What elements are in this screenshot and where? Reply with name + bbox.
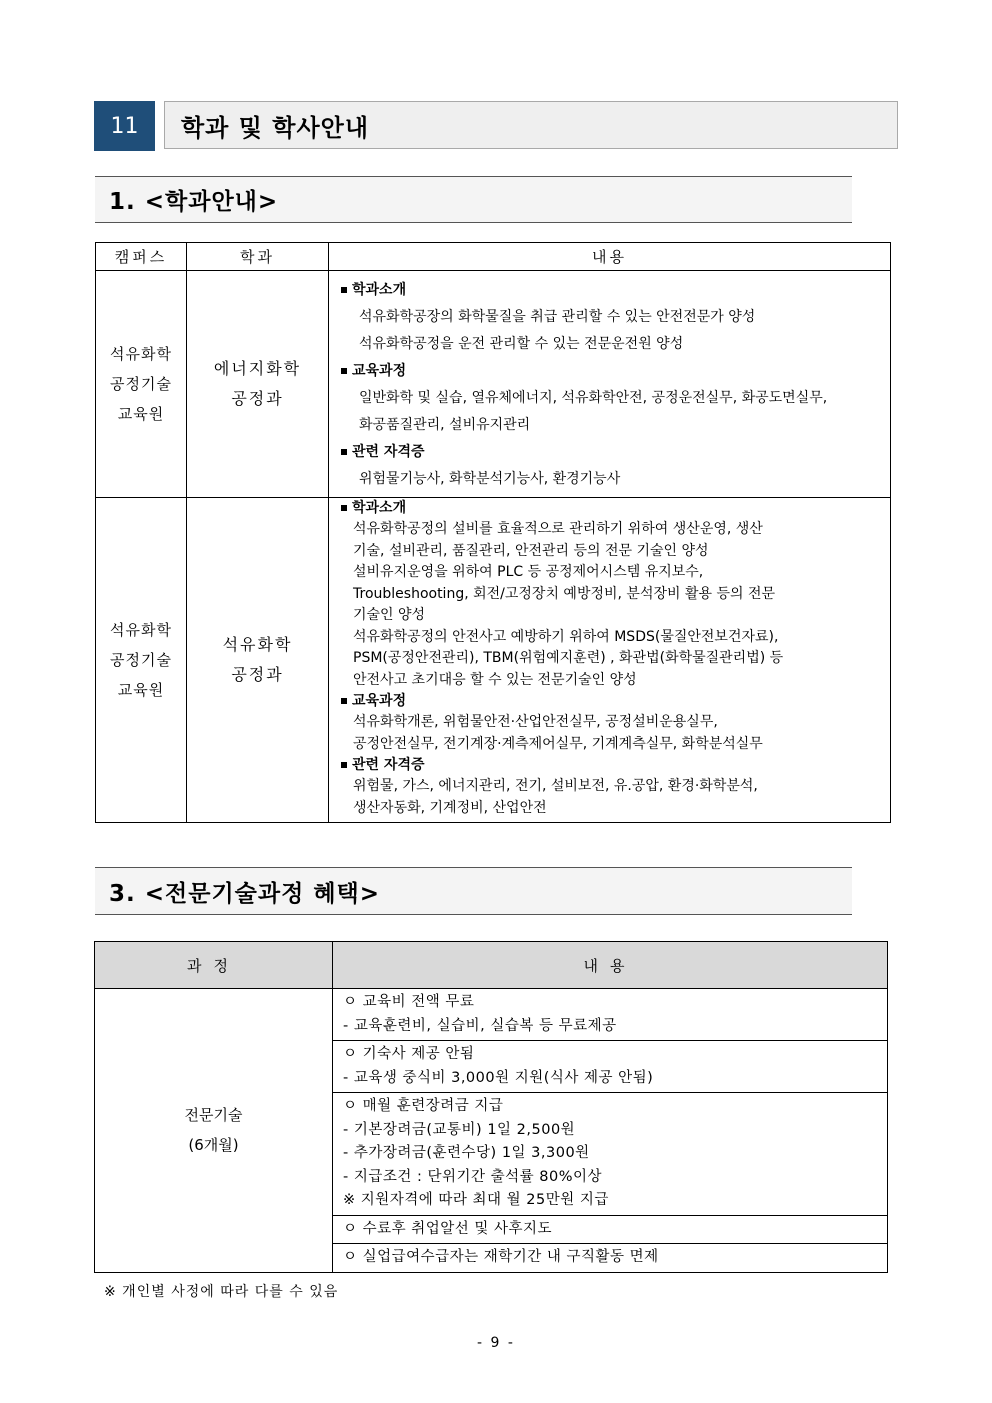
content-cell: [329, 498, 891, 823]
content-cell: [329, 271, 891, 498]
footnote: ※ 개인별 사정에 따라 다를 수 있음: [104, 1284, 339, 1300]
content-heading: 교육과정: [341, 358, 884, 385]
content-heading: 교육과정: [341, 691, 884, 712]
section-3-title: 3. <전문기술과정 혜택>: [109, 880, 381, 907]
square-bullet-icon: [341, 505, 347, 511]
dept-cell: [187, 498, 329, 823]
dept-line: 에너지화학: [213, 359, 302, 378]
benefit-line: - 교육훈련비, 실습비, 실습복 등 무료제공: [343, 1017, 617, 1034]
department-table: [95, 242, 891, 823]
chapter-number: 11: [94, 101, 155, 151]
campus-line: 석유화학: [110, 345, 172, 363]
content-line: 공정안전실무, 전기계장·계측제어실무, 기계계측실무, 화학분석실무: [353, 735, 763, 752]
benefit-line: - 지급조건 : 단위기간 출석률 80%이상: [343, 1168, 602, 1185]
benefit-cell: [333, 1215, 888, 1244]
department-table-header: [96, 243, 891, 271]
benefits-table-header: [95, 942, 888, 989]
content-line: 위험물기능사, 화학분석기능사, 환경기능사: [359, 471, 621, 487]
square-bullet-icon: [341, 762, 347, 768]
content-heading: 관련 자격증: [341, 755, 884, 776]
content-heading: 학과소개: [341, 498, 884, 519]
table-row: [95, 989, 888, 1041]
table-row: [96, 498, 891, 823]
content-line: 생산자동화, 기계정비, 산업안전: [353, 799, 547, 816]
content-line: 기술인 양성: [353, 607, 426, 623]
header-course: 과정: [95, 942, 333, 989]
header-content: 내용: [329, 243, 891, 271]
benefit-line: ㅇ 매월 훈련장려금 지급: [343, 1098, 504, 1114]
square-bullet-icon: [341, 368, 347, 374]
campus-line: 공정기술: [110, 375, 172, 393]
dept-line: 석유화학: [222, 635, 293, 654]
content-line: 화공품질관리, 설비유지관리: [359, 417, 531, 433]
content-heading: 학과소개: [341, 277, 884, 304]
square-bullet-icon: [341, 287, 347, 293]
dept-line: 공정과: [231, 389, 284, 408]
dept-cell: [187, 271, 329, 498]
page-number: - 9 -: [477, 1335, 515, 1351]
square-bullet-icon: [341, 449, 347, 455]
header-content: 내용: [333, 942, 888, 989]
dept-line: 공정과: [231, 665, 284, 684]
content-line: 안전사고 초기대응 할 수 있는 전문기술인 양성: [353, 671, 637, 688]
campus-line: 교육원: [117, 681, 165, 699]
benefit-line: ※ 지원자격에 따라 최대 월 25만원 지급: [343, 1192, 609, 1208]
campus-cell: [96, 498, 187, 823]
course-cell: [95, 989, 333, 1273]
campus-line: 교육원: [117, 405, 165, 423]
benefit-line: ㅇ 실업급여수급자는 재학기간 내 구직활동 면제: [343, 1249, 659, 1265]
benefit-line: - 기본장려금(교통비) 1일 2,500원: [343, 1121, 576, 1138]
benefit-line: - 교육생 중식비 3,000원 지원(식사 제공 안됨): [343, 1069, 654, 1086]
content-line: 기술, 설비관리, 품질관리, 안전관리 등의 전문 기술인 양성: [353, 542, 709, 559]
content-line: 석유화학공정의 안전사고 예방하기 위하여 MSDS(물질안전보건자료),: [353, 628, 779, 645]
benefit-cell: [333, 1244, 888, 1273]
content-line: 위험물, 가스, 에너지관리, 전기, 설비보전, 유.공압, 환경·화학분석,: [353, 778, 758, 794]
benefit-cell: [333, 989, 888, 1041]
chapter-title-box: [164, 101, 898, 149]
benefit-line: - 추가장려금(훈련수당) 1일 3,300원: [343, 1145, 590, 1161]
content-line: Troubleshooting, 회전/고정장치 예방정비, 분석장비 활용 등의 전문: [353, 585, 776, 602]
benefit-line: ㅇ 기숙사 제공 안됨: [343, 1046, 475, 1062]
course-duration: (6개월): [188, 1136, 239, 1155]
header-dept: 학과: [187, 243, 329, 271]
chapter-title: 학과 및 학사안내: [181, 113, 369, 142]
section-3-header: [95, 867, 852, 915]
table-row: [96, 271, 891, 498]
campus-cell: [96, 271, 187, 498]
benefit-cell: [333, 1093, 888, 1216]
header-campus: 캠퍼스: [96, 243, 187, 271]
campus-line: 석유화학: [110, 621, 172, 639]
square-bullet-icon: [341, 698, 347, 704]
content-line: 석유화학공장의 화학물질을 취급 관리할 수 있는 안전전문가 양성: [359, 309, 756, 325]
benefits-table: [94, 941, 888, 1273]
content-heading: 관련 자격증: [341, 439, 884, 466]
section-1-header: [95, 176, 852, 223]
content-line: 석유화학공정의 설비를 효율적으로 관리하기 위하여 생산운영, 생산: [353, 521, 763, 537]
content-line: 석유화학공정을 운전 관리할 수 있는 전문운전원 양성: [359, 336, 684, 352]
content-line: 석유화학개론, 위험물안전·산업안전실무, 공정설비운용실무,: [353, 714, 718, 730]
section-1-title: 1. <학과안내>: [109, 189, 279, 215]
benefit-line: ㅇ 수료후 취업알선 및 사후지도: [343, 1220, 553, 1237]
benefit-line: ㅇ 교육비 전액 무료: [343, 994, 475, 1010]
content-line: 설비유지운영을 위하여 PLC 등 공정제어시스템 유지보수,: [353, 564, 704, 580]
benefit-cell: [333, 1041, 888, 1093]
campus-line: 공정기술: [110, 651, 172, 669]
content-line: 일반화학 및 실습, 열유체에너지, 석유화학안전, 공정운전실무, 화공도면실무,: [359, 390, 828, 406]
content-line: PSM(공정안전관리), TBM(위험예지훈련) , 화관법(화학물질관리법) 등: [353, 650, 784, 666]
course-name: 전문기술: [184, 1106, 243, 1125]
